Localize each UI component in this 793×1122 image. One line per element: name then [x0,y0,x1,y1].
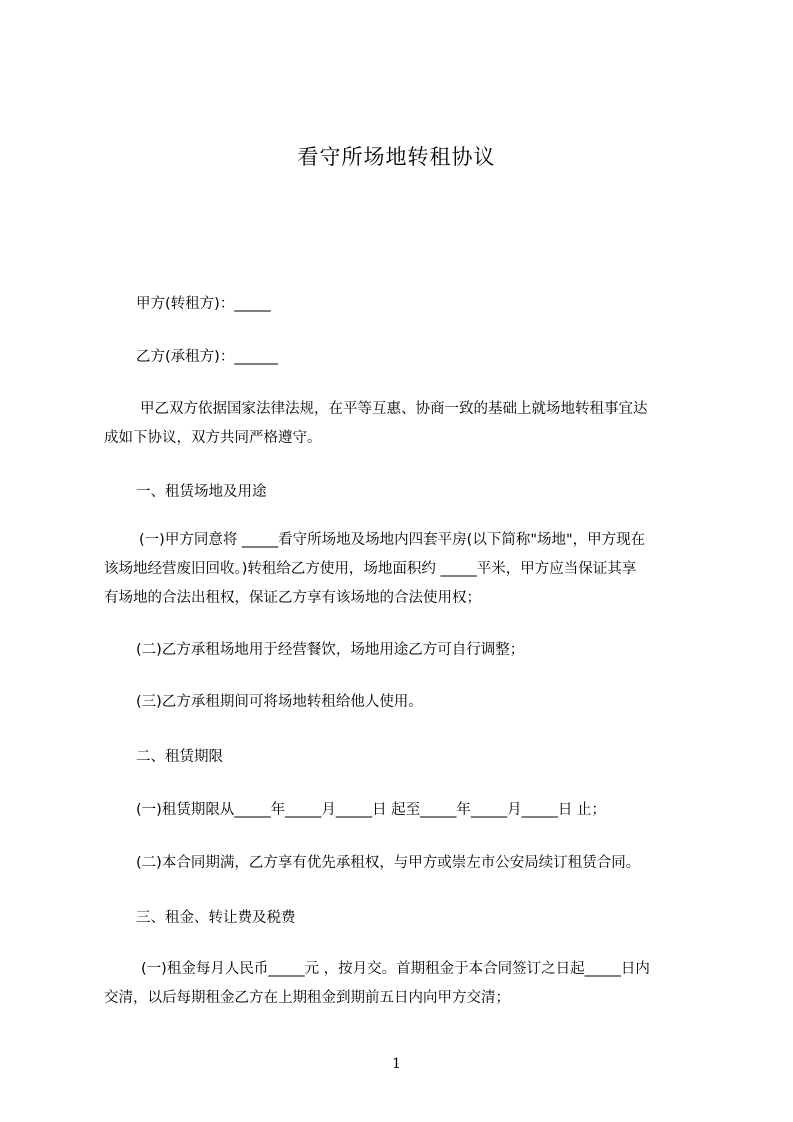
section-2-item-2: (二)本合同期满，乙方享有优先承租权，与甲方或崇左市公安局续订租赁合同。 [136,855,641,871]
s1-item1-line-3: 有场地的合法出租权，保证乙方享有该场地的合法使用权； [104,590,481,606]
section-1-item-1 [104,526,702,613]
preamble-line-1: 甲乙双方依据国家法律法规，在平等互惠、协商一致的基础上就场地转租事宜达 [140,401,648,417]
section-3-heading: 三、租金、转让费及税费 [136,910,296,926]
s1-item1-line-1: (一)甲方同意将 _____看守所场地及场地内四套平房(以下简称"场地"，甲方现在 [139,532,646,548]
party-a-line: 甲方(转租方)：_____ [136,296,271,312]
page-number: 1 [392,1056,401,1072]
section-1-item-2: (二)乙方承租场地用于经营餐饮，场地用途乙方可自行调整； [136,642,525,658]
section-3-item-1 [104,955,702,1013]
section-1-heading: 一、租赁场地及用途 [136,484,267,500]
section-2-heading: 二、租赁期限 [136,749,223,765]
preamble-paragraph [104,395,702,453]
party-b-line: 乙方(承租方)：______ [136,349,278,365]
s1-item1-line-2: 该场地经营废旧回收。)转租给乙方使用，场地面积约 _____平米，甲方应当保证其享 [104,561,637,577]
section-1-item-3: (三)乙方承租期间可将场地转租给他人使用。 [136,694,423,710]
document-title: 看守所场地转租协议 [297,145,496,169]
section-2-item-1: (一)租赁期限从_____年_____月_____日 起至_____年_____月_____日 止； [136,802,607,818]
s3-item1-line-1: (一)租金每月人民币_____元 ，按月交。首期租金于本合同签订之日起_____日内 [141,961,650,977]
s3-item1-line-2: 交清，以后每期租金乙方在上期租金到期前五日内向甲方交清； [104,990,510,1006]
preamble-line-2: 成如下协议，双方共同严格遵守。 [104,430,322,446]
